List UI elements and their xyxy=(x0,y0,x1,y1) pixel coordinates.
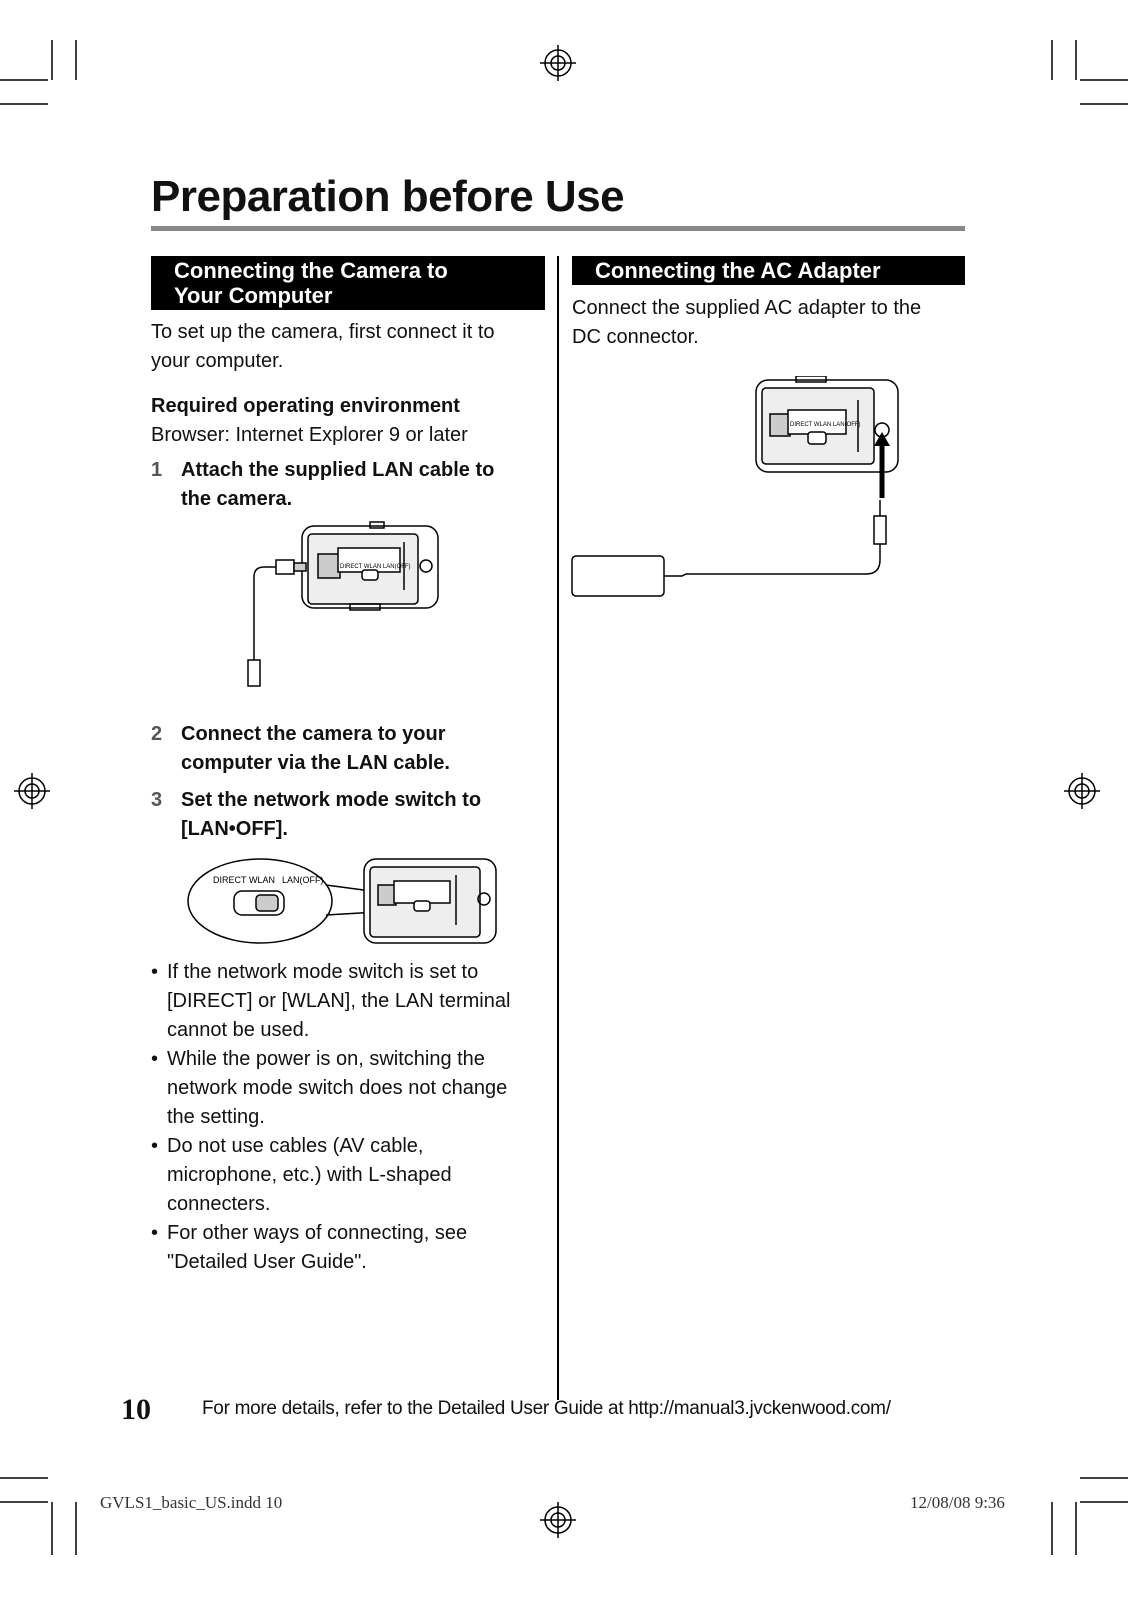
column-divider xyxy=(557,256,559,1400)
ac-adapter-text xyxy=(572,294,921,352)
note-item: • For other ways of connecting, see "Detailed User Guide". xyxy=(151,1219,551,1277)
lan-cable-camera-illustration xyxy=(240,520,450,700)
req-heading: Required operating environment xyxy=(151,395,460,417)
section-heading-ac-adapter: Connecting the AC Adapter xyxy=(572,256,965,285)
note-item: • While the power is on, switching the network mode switch does not change the setting. xyxy=(151,1045,551,1132)
intro-line1: To set up the camera, first connect it to xyxy=(151,321,495,343)
page-title: Preparation before Use xyxy=(151,172,625,221)
switch-label-wlan: WLAN xyxy=(249,875,276,885)
step-line2: the camera. xyxy=(181,488,293,510)
step-text xyxy=(181,456,494,514)
intro-line2: your computer. xyxy=(151,350,284,372)
notes-list xyxy=(151,958,551,1277)
switch-label-direct: DIRECT xyxy=(213,875,247,885)
intro-text xyxy=(151,318,495,376)
ac-text-line2: DC connector. xyxy=(572,326,699,348)
svg-text:DIRECT WLAN LAN(OFF): DIRECT WLAN LAN(OFF) xyxy=(340,564,411,570)
step-number: 2 xyxy=(151,723,163,745)
section-heading-line1: Connecting the Camera to xyxy=(174,258,448,283)
step-3 xyxy=(151,786,551,846)
title-rule xyxy=(151,226,965,231)
step-text xyxy=(181,720,450,778)
section-heading-line2: Your Computer xyxy=(174,283,333,308)
slug-datetime: 12/08/08 9:36 xyxy=(910,1493,1005,1512)
step-line1: Connect the camera to your xyxy=(181,723,446,745)
step-number: 1 xyxy=(151,459,163,481)
step-number: 3 xyxy=(151,789,163,811)
svg-text:DIRECT WLAN LAN(OFF): DIRECT WLAN LAN(OFF) xyxy=(790,422,861,428)
page-number: 10 xyxy=(121,1393,151,1426)
step-line2: [LAN•OFF]. xyxy=(181,818,288,840)
step-line1: Attach the supplied LAN cable to xyxy=(181,459,495,481)
network-mode-switch-illustration xyxy=(186,855,506,947)
ac-adapter-illustration xyxy=(570,376,910,601)
step-line2: computer via the LAN cable. xyxy=(181,752,450,774)
footer-note: For more details, refer to the Detailed User Guide at http://manual3.jvckenwood.com/ xyxy=(202,1398,891,1419)
req-text: Browser: Internet Explorer 9 or later xyxy=(151,424,468,446)
step-2 xyxy=(151,720,551,780)
slug-filename: GVLS1_basic_US.indd 10 xyxy=(100,1493,283,1512)
note-item: • If the network mode switch is set to [DIRECT] or [WLAN], the LAN terminal cannot be used. xyxy=(151,958,551,1045)
note-item: • Do not use cables (AV cable, microphone, etc.) with L-shaped connecters. xyxy=(151,1132,551,1219)
ac-text-line1: Connect the supplied AC adapter to the xyxy=(572,297,922,319)
step-1 xyxy=(151,456,551,516)
section-heading-connect-computer xyxy=(151,256,545,310)
step-text xyxy=(181,786,481,844)
step-line1: Set the network mode switch to xyxy=(181,789,482,811)
switch-label-lan: LAN(OFF) xyxy=(282,875,324,885)
